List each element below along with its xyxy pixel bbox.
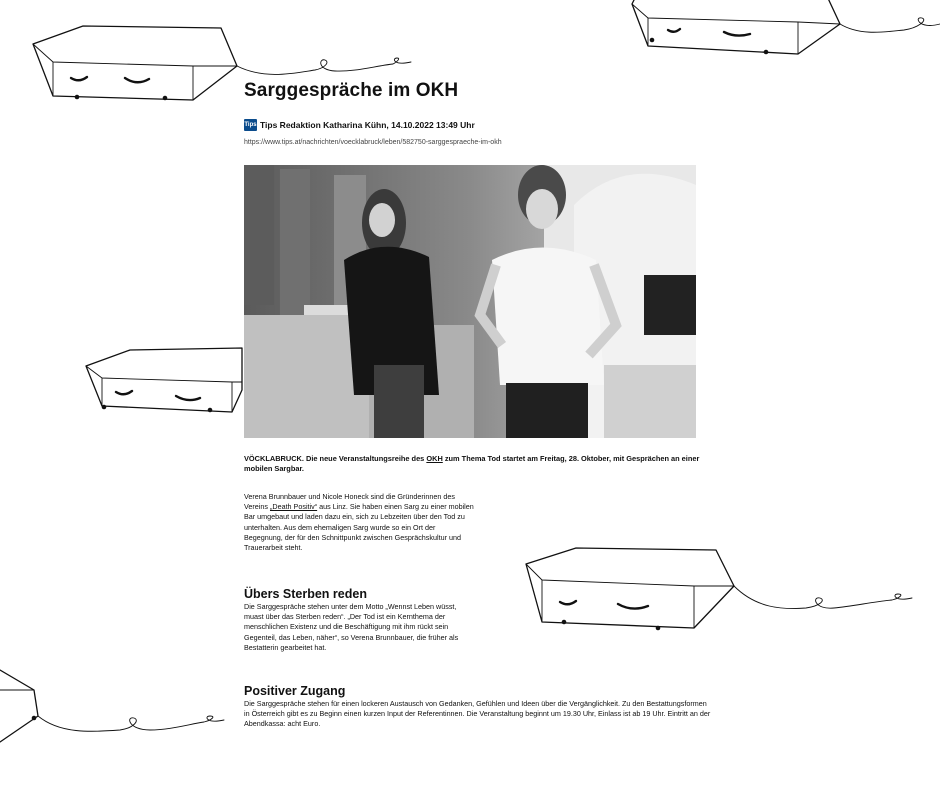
lead-paragraph <box>244 454 714 474</box>
lead-text-end: zum Thema Tod startet am Freitag, 28. Oktober, mit Gesprächen an einer mobilen Sargbar. <box>244 454 700 473</box>
intro-text-start: Verena Brunnbauer und Nicole Honeck sind die Gründerinnen des Vereins <box>244 492 455 512</box>
coffin-doodle-icon <box>628 0 940 64</box>
subheading-zugang: Positiver Zugang <box>244 684 346 698</box>
paragraph-sterben: Die Sarggespräche stehen unter dem Motto „Wennst Leben wüsst, muast über das Sterben reden“. „Der Tod ist ein Kernthema der menschlichen Existenz und die Beschäftigung mit ihm rückt sein Gegenteil, das Leben, näher“, so Verena Brunnbauer, die früher als Bestatterin gearbeitet hat. <box>244 602 459 652</box>
coffin-doodle-icon <box>82 340 242 420</box>
intro-text-end: aus Linz. Sie haben einen Sarg zu einer mobilen Bar umgebaut und laden dazu ein, sich zu Lebzeiten über den Tod zu unterhalten. Aus dem ehemaligen Sarg wurde so ein Ort der Begegnung, der für den Schnittpunkt zwischen Gesprächskultur und Trauerarbeit steht. <box>244 502 474 553</box>
death-positiv-link[interactable]: „Death Positiv“ <box>269 502 318 512</box>
byline <box>244 119 475 131</box>
paragraph-intro <box>244 492 474 553</box>
coffin-doodle-icon <box>520 542 920 642</box>
page-title: Sarggespräche im OKH <box>244 80 459 101</box>
source-url[interactable]: https://www.tips.at/nachrichten/voecklabruck/leben/582750-sarggespraeche-im-okh <box>244 139 502 146</box>
lead-text-start: VÖCKLABRUCK. Die neue Veranstaltungsreihe des <box>244 454 427 463</box>
byline-text: Tips Redaktion Katharina Kühn, 14.10.2022 13:49 Uhr <box>260 120 475 130</box>
okh-link[interactable]: OKH <box>426 454 443 463</box>
article <box>244 80 714 729</box>
subheading-sterben: Übers Sterben reden <box>244 587 367 601</box>
coffin-doodle-icon <box>0 660 230 750</box>
article-photo <box>244 165 696 438</box>
paragraph-zugang: Die Sarggespräche stehen für einen lockeren Austausch von Gedanken, Gefühlen und Ideen über die Vergänglichkeit. Zu den Bestattungsformen in Österreich gibt es zu Beginn einen kurzen Input der Referentinnen. Die Veranstaltung beginnt um 19.30 Uhr, Einlass ist ab 19 Uhr. Eintritt an der Abendkassa: acht Euro. <box>244 699 711 729</box>
tips-logo-icon: Tips <box>244 119 257 131</box>
